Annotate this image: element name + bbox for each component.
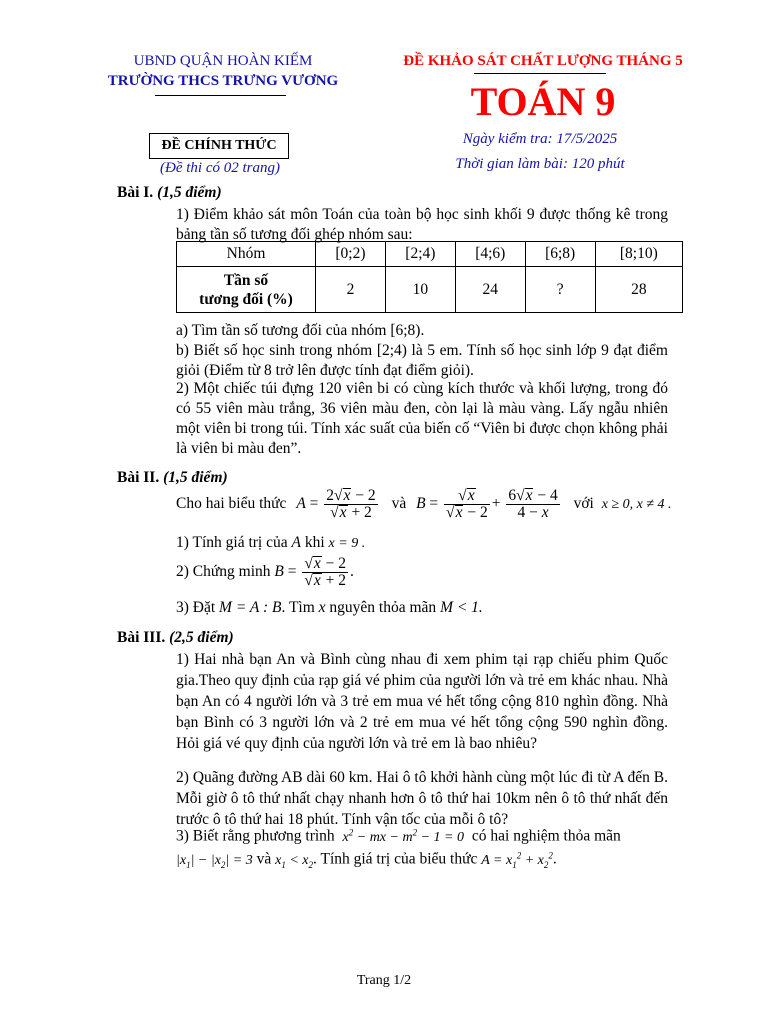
exam-date: Ngày kiểm tra: 17/5/2025 [462,131,618,147]
bai1-heading [117,184,222,202]
table-cell-group: [2;4) [385,242,455,267]
bai2-q3-expr: M = A : B [219,599,282,616]
exam-title: ĐỀ KHẢO SÁT CHẤT LƯỢNG THÁNG 5 [403,53,683,69]
bai2-q3-find: . Tìm [281,599,315,616]
table-cell-value: 28 [595,267,682,313]
table-cell-group: [0;2) [316,242,386,267]
table-cell-value: 10 [385,267,455,313]
bai2-intro: Cho hai biểu thức [176,495,287,513]
bai2-with: với [573,495,594,513]
bai3-q3-b: có hai nghiệm thỏa mãn [471,827,621,845]
bai2-q2-text: 2) Chứng minh [176,563,271,581]
bai3-q3-d: . Tính giá trị của biểu thức [313,850,478,868]
table-row-groups [177,242,683,267]
bai2-expressions: Cho hai biểu thức A = $\frac{2√x - 2}{√x + 2}$ và B = $\frac{√x}{√x - 2}$ + $\frac{6√x - 4}{4 - x}$ với x ≥ 0, x ≠ 4 . [176,487,672,521]
bai2-condition: x ≥ 0, x ≠ 4 . [601,497,672,513]
table-header-frequency [177,267,316,313]
exam-title-underline [474,73,606,74]
bai2-q3-cond: M < 1. [440,599,483,616]
subject-title: TOÁN 9 [470,79,616,124]
bai2-points: (1,5 điểm) [163,469,228,486]
table-row-frequency [177,267,683,313]
district-name: UBND QUẬN HOÀN KIẾM [133,53,313,69]
expr-b-fraction-2: $\frac{6√x - 4}{4 - x}$ [508,487,558,521]
bai2-q1-when: khi [304,534,325,551]
bai2-q3-text: 3) Đặt [176,599,216,616]
bai3-points: (2,5 điểm) [169,629,234,646]
page-number: Trang 1/2 [356,973,412,988]
bai2-q1-text: 1) Tính giá trị của [176,534,288,551]
exam-duration: Thời gian làm bài: 120 phút [455,156,625,172]
table-header-group: Nhóm [177,242,316,267]
bai3-q2: 2) Quãng đường AB dài 60 km. Hai ô tô khởi hành cùng một lúc đi từ A đến B. Mỗi giờ ô tô thứ nhất chạy nhanh hơn ô tô thứ hai 10km nên ô tô thứ nhất đến trước ô tô thứ hai 18 phút. Tính vận tốc của mỗi ô tô? [176,769,668,828]
expr-prove-fraction: $\frac{√x - 2}{√x + 2}$ [304,555,347,589]
table-cell-group: [4;6) [455,242,525,267]
bai1-qb: b) Biết số học sinh trong nhóm [2;4) là 5 em. Tính số học sinh lớp 9 đạt điểm giỏi (Điểm từ 8 trở lên được tính đạt điểm giỏi). [176,342,668,379]
school-underline [155,95,286,96]
bai2-q1-var: A [291,534,301,551]
bai3-q3-c: và [256,850,272,868]
bai3-q1: 1) Hai nhà bạn An và Bình cùng nhau đi xem phim tại rạp chiếu phim Quốc gia.Theo quy định của rạp giá vé phim của người lớn và trẻ em khác nhau. Nhà bạn An có 4 người lớn và 3 trẻ em mua vé hết tổng cộng 810 nghìn đồng. Nhà bạn Bình có 3 người lớn và 2 trẻ em mua vé hết tổng cộng 590 nghìn đồng. Hỏi giá vé quy định của người lớn và trẻ em là bao nhiêu? [176,651,668,752]
bai2-and: và [391,495,407,513]
bai1-title: Bài I. [117,184,154,201]
bai2-q1-cond: x = 9 . [328,536,366,551]
bai2-q3-rest: nguyên thỏa mãn [329,599,437,616]
bai2-q1 [176,534,365,552]
bai3-q3-line1: 3) Biết rằng phương trình $x^2$ − mx − $m^2 - 1 = 0$ có hai nghiệm thỏa mãn [176,827,621,845]
official-label: ĐỀ CHÍNH THỨC [161,138,277,153]
pages-note: (Đề thi có 02 trang) [160,160,280,176]
table-cell-value: ? [525,267,595,313]
frequency-table [176,241,683,313]
bai2-q2: 2) Chứng minh B = $\frac{√x - 2}{√x + 2}$ . [176,555,354,589]
expr-b-fraction-1: $\frac{√x}{√x - 2}$ [446,487,488,521]
bai1-qa: a) Tìm tần số tương đối của nhóm [6;8). [176,322,425,339]
bai2-title: Bài II. [117,469,160,486]
table-cell-group: [6;8) [525,242,595,267]
bai3-title: Bài III. [117,629,166,646]
table-header-frequency-line2: tương đối (%) [199,290,293,308]
official-box [149,133,289,159]
table-cell-value: 24 [455,267,525,313]
expr-a-fraction: $\frac{2√x - 2}{√x + 2}$ [326,487,376,521]
bai3-heading [117,629,234,647]
bai1-points: (1,5 điểm) [157,184,222,201]
bai3-q3-line2: $|x_1| - |x_2| = 3$ và $x_1 < x_2$. Tính giá trị của biểu thức $A = x_1^2 + x_2^2$. [176,850,557,870]
bai2-q3 [176,599,483,617]
bai2-q3-var: x [318,599,326,616]
school-name: TRƯỜNG THCS TRƯNG VƯƠNG [107,73,339,89]
bai1-q1: 1) Điểm khảo sát môn Toán của toàn bộ học sinh khối 9 được thống kê trong bảng tần số tương đối ghép nhóm sau: [176,206,668,243]
table-cell-value: 2 [316,267,386,313]
bai2-heading [117,469,228,487]
bai1-q2: 2) Một chiếc túi đựng 120 viên bi có cùng kích thước và khối lượng, trong đó có 55 viên màu trắng, 36 viên màu đen, còn lại là màu vàng. Lấy ngẫu nhiên một viên bi trong túi. Tính xác suất của biến cố “Viên bi được chọn không phải là viên bi màu đen”. [176,380,668,457]
table-header-frequency-line1: Tần số [223,271,269,289]
bai3-q3-a: 3) Biết rằng phương trình [176,827,335,845]
table-cell-group: [8;10) [595,242,682,267]
